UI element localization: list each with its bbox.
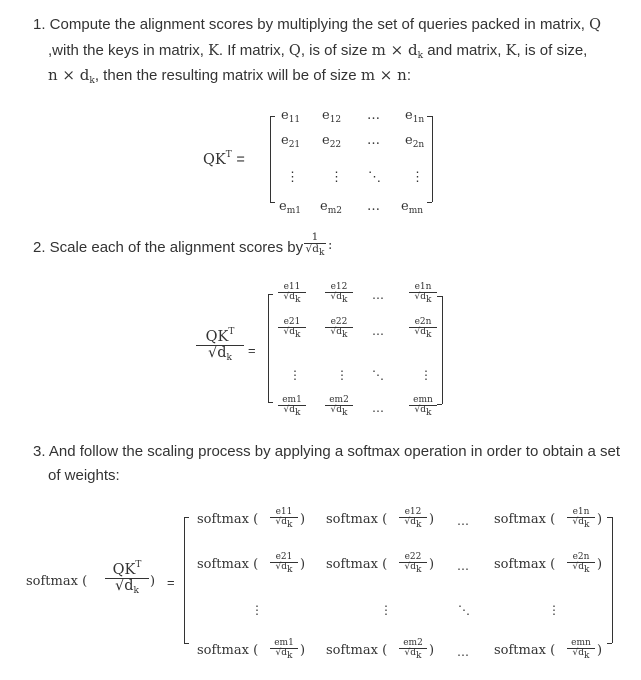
step2-text: 2. Scale each of the alignment scores by [33,239,304,256]
softmax-label: softmax ( [326,512,388,527]
vdots: ⋮ [251,603,263,617]
step3-line1: 3. And follow the scaling process by applying a softmax operation in order to obtain a set [33,443,621,460]
cell-e1n: $e_{1n}$ [405,108,425,125]
cell-e11: $e_{11}$ [281,108,301,125]
cell-vdots: ⋮ [411,170,424,185]
step1-line2: ,with the keys in matrix, K. If matrix, Q, is of size $m \times d_k$ and matrix, K, is of size, [48,41,588,61]
frac-em1: $\frac{em1}{√dk}$ [278,396,306,419]
step2-scale-frac: $\frac{1}{√dk}$ [305,231,325,259]
step2-eq: = [248,343,256,358]
frac-e1n: $\frac{e1n}{√dk}$ [409,283,437,306]
cell-e21: $e_{21}$ [281,133,301,150]
cell-ddots: ⋱ [368,170,381,185]
frac-e12: $\frac{e12}{√dk}$ [325,283,353,306]
var-q: Q [589,17,602,33]
ddots: ⋱ [372,368,384,382]
bracket-left [184,517,185,643]
hdots: … [372,324,384,338]
cell-vdots: ⋮ [286,170,299,185]
cell-em2: $e_{m2}$ [320,199,342,216]
softmax-label: softmax ( [197,512,259,527]
softmax-label: softmax ( [197,557,259,572]
cell-emn: $e_{mn}$ [401,199,424,216]
step3-eq: = [167,575,175,590]
step1-lhs: $QK^T$ = [203,150,245,168]
frac-em1: $\frac{em1}{√dk}$ [270,639,298,662]
hdots: … [372,288,384,302]
softmax-label: softmax ( [494,557,556,572]
cell-e2n: $e_{2n}$ [405,133,425,150]
frac-e21: $\frac{e21}{√dk}$ [270,553,298,576]
hdots: … [457,559,469,573]
step2-lhs: $QK^T$ $√d_k$ [196,328,244,364]
softmax-label: softmax ( [494,512,556,527]
step1-line3: $n \times d_k$, then the resulting matrix will be of size m × n: [48,66,411,86]
frac-e22: $\frac{e22}{√dk}$ [325,318,353,341]
softmax-label: softmax ( [326,557,388,572]
step3-fn: softmax ( [26,574,88,589]
step3-lhs-frac: $QK^T$ $√d_k$ [105,561,149,597]
bracket-right [442,296,443,404]
softmax-label: softmax ( [326,643,388,658]
close-paren: ) [150,574,156,589]
frac-emn: emn √dk [409,396,437,419]
frac-em2: $\frac{em2}{√dk}$ [399,639,427,662]
step3-line2: of weights: [48,467,120,484]
frac-em2: $\frac{em2}{√dk}$ [325,396,353,419]
vdots: ⋮ [548,603,560,617]
frac-e22: $\frac{e22}{√dk}$ [399,553,427,576]
frac-e1n: $\frac{e1n}{√dk}$ [567,508,595,531]
cell-vdots: ⋮ [330,170,343,185]
vdots: ⋮ [289,368,301,382]
vdots: ⋮ [380,603,392,617]
bracket-right [432,116,433,202]
hdots: … [457,514,469,528]
softmax-label: softmax ( [494,643,556,658]
cell-e12: $e_{12}$ [322,108,342,125]
hdots: … [372,401,384,415]
frac-e2n: $\frac{e2n}{√dk}$ [409,318,437,341]
frac-e12: $\frac{e12}{√dk}$ [399,508,427,531]
frac-emn: emn √dk [567,639,595,662]
frac-e2n: $\frac{e2n}{√dk}$ [567,553,595,576]
cell-hdots: … [367,108,380,123]
bracket-left [268,294,269,402]
cell-hdots: … [367,199,380,214]
cell-e22: $e_{22}$ [322,133,342,150]
ddots: ⋱ [458,603,470,617]
vdots: ⋮ [420,368,432,382]
frac-e11: $\frac{e11}{√dk}$ [278,283,306,306]
step2-colon: : [328,238,333,253]
vdots: ⋮ [336,368,348,382]
cell-hdots: … [367,133,380,148]
bracket-right [612,517,613,643]
cell-em1: $e_{m1}$ [279,199,301,216]
softmax-label: softmax ( [197,643,259,658]
bracket-left [270,116,271,202]
frac-e21: $\frac{e21}{√dk}$ [278,318,306,341]
step1-line1: 1. Compute the alignment scores by multiplying the set of queries packed in matrix, Q [33,16,602,33]
frac-e11: $\frac{e11}{√dk}$ [270,508,298,531]
hdots: … [457,645,469,659]
